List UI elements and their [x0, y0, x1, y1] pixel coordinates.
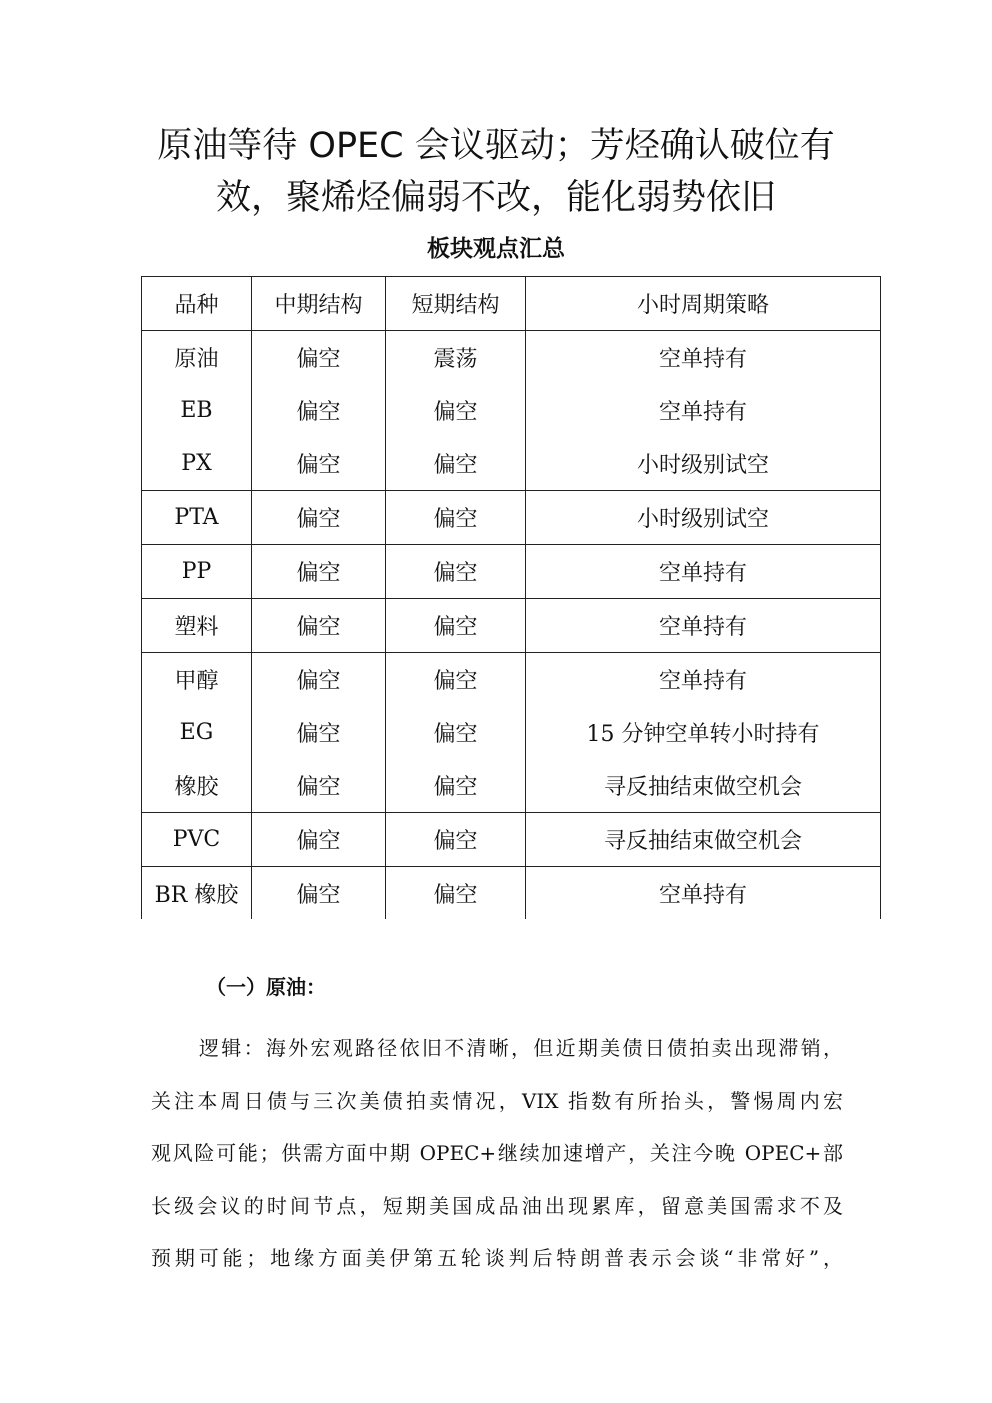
document-title	[0, 120, 992, 224]
paragraph-line: 观风险可能；供需方面中期 OPEC+继续加速增产，关注今晚 OPEC+部	[151, 1141, 843, 1165]
header-hourly-strategy: 小时周期策略	[526, 277, 881, 331]
cell-short-term: 偏空	[386, 491, 526, 545]
section-heading: （一）原油：	[206, 975, 326, 999]
cell-medium-term: 偏空	[252, 706, 386, 759]
cell-short-term: 偏空	[386, 706, 526, 759]
table-row	[142, 384, 881, 437]
cell-hourly-strategy: 小时级别试空	[526, 437, 881, 491]
cell-variety: EG	[142, 706, 252, 759]
cell-short-term: 偏空	[386, 867, 526, 920]
table-row	[142, 437, 881, 491]
cell-hourly-strategy: 空单持有	[526, 545, 881, 599]
cell-hourly-strategy: 寻反抽结束做空机会	[526, 813, 881, 867]
cell-variety: 甲醇	[142, 653, 252, 707]
cell-variety: 原油	[142, 331, 252, 385]
cell-short-term: 偏空	[386, 599, 526, 653]
cell-hourly-strategy: 寻反抽结束做空机会	[526, 759, 881, 813]
table-row	[142, 867, 881, 920]
cell-hourly-strategy: 空单持有	[526, 867, 881, 920]
table-row	[142, 331, 881, 385]
table-row	[142, 599, 881, 653]
header-medium-term: 中期结构	[252, 277, 386, 331]
paragraph-line: 关注本周日债与三次美债拍卖情况，VIX 指数有所抬头，警惕周内宏	[151, 1088, 843, 1113]
cell-medium-term: 偏空	[252, 759, 386, 813]
table-row	[142, 706, 881, 759]
paragraph-line: 预期可能；地缘方面美伊第五轮谈判后特朗普表示会谈“非常好”，	[151, 1246, 843, 1270]
paragraph-line: 长级会议的时间节点，短期美国成品油出现累库，留意美国需求不及	[151, 1193, 843, 1218]
cell-short-term: 偏空	[386, 759, 526, 813]
cell-medium-term: 偏空	[252, 599, 386, 653]
header-short-term: 短期结构	[386, 277, 526, 331]
table-row	[142, 759, 881, 813]
logic-paragraph	[151, 1022, 843, 1285]
cell-hourly-strategy: 空单持有	[526, 653, 881, 707]
cell-medium-term: 偏空	[252, 437, 386, 491]
cell-short-term: 偏空	[386, 653, 526, 707]
cell-variety: PVC	[142, 813, 252, 867]
cell-hourly-strategy: 空单持有	[526, 331, 881, 385]
table-row	[142, 491, 881, 545]
cell-variety: 橡胶	[142, 759, 252, 813]
cell-hourly-strategy: 空单持有	[526, 384, 881, 437]
cell-variety: 塑料	[142, 599, 252, 653]
cell-variety: PP	[142, 545, 252, 599]
cell-medium-term: 偏空	[252, 813, 386, 867]
paragraph-line: 逻辑：海外宏观路径依旧不清晰，但近期美债日债拍卖出现滞销，	[199, 1036, 843, 1060]
cell-short-term: 偏空	[386, 813, 526, 867]
cell-short-term: 震荡	[386, 331, 526, 385]
cell-variety: PX	[142, 437, 252, 491]
table-row	[142, 813, 881, 867]
title-line-2: 效，聚烯烃偏弱不改，能化弱势依旧	[215, 178, 776, 218]
table-caption: 板块观点汇总	[427, 235, 565, 262]
table-row	[142, 653, 881, 707]
title-line-1: 原油等待 OPEC 会议驱动；芳烃确认破位有	[157, 126, 835, 166]
cell-short-term: 偏空	[386, 437, 526, 491]
cell-variety: BR 橡胶	[142, 867, 252, 920]
sector-view-table	[141, 276, 881, 919]
cell-medium-term: 偏空	[252, 331, 386, 385]
cell-variety: EB	[142, 384, 252, 437]
cell-short-term: 偏空	[386, 545, 526, 599]
header-variety: 品种	[142, 277, 252, 331]
cell-hourly-strategy: 小时级别试空	[526, 491, 881, 545]
table-row	[142, 545, 881, 599]
table-header-row	[142, 277, 881, 331]
cell-medium-term: 偏空	[252, 867, 386, 920]
cell-short-term: 偏空	[386, 384, 526, 437]
cell-hourly-strategy: 空单持有	[526, 599, 881, 653]
cell-hourly-strategy: 15 分钟空单转小时持有	[526, 706, 881, 759]
cell-medium-term: 偏空	[252, 384, 386, 437]
cell-medium-term: 偏空	[252, 653, 386, 707]
cell-variety: PTA	[142, 491, 252, 545]
cell-medium-term: 偏空	[252, 545, 386, 599]
cell-medium-term: 偏空	[252, 491, 386, 545]
